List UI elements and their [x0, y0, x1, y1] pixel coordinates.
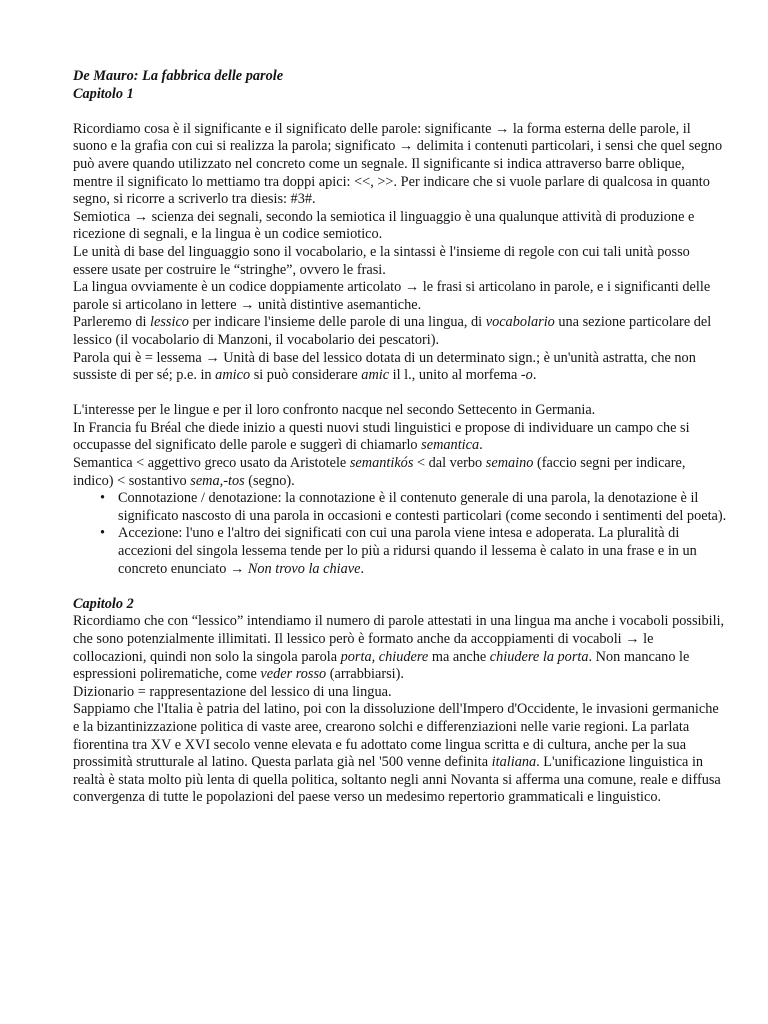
- paragraph-dizionario: Dizionario = rappresentazione del lessico di una lingua.: [73, 683, 392, 700]
- paragraph-lessico: Parleremo di lessico per indicare l'insieme delle parole di una lingua, di vocabolario una sezione particolare del lessico (il vocabolario di Manzoni, il vocabolario dei pescatori).: [73, 314, 712, 348]
- chapter-1-heading: Capitolo 1: [73, 85, 134, 102]
- paragraph-semiotica: Semiotica → scienza dei segnali, secondo la semiotica il linguaggio è una qualunque attività di produzione e ricezione di segnali, e la lingua è un codice semiotico.: [73, 208, 695, 243]
- bullet-list: [73, 490, 728, 578]
- paragraph-interesse: L'interesse per le lingue e per il loro confronto nacque nel secondo Settecento in Germania.: [73, 402, 596, 419]
- chapter-2-heading: Capitolo 2: [73, 595, 134, 612]
- spacer: [73, 578, 728, 596]
- paragraph-semantica: Semantica < aggettivo greco usato da Aristotele semantikós < dal verbo semaino (faccio segni per indicare, indico) < sostantivo sema,-tos (segno).: [73, 455, 686, 489]
- paragraph-doppia-articolazione: La lingua ovviamente è un codice doppiamente articolato → le frasi si articolano in parole, e i significanti delle parole si articolano in lettere → unità distintive asemantiche.: [73, 279, 711, 313]
- paragraph-italia-latino: Sappiamo che l'Italia è patria del latino, poi con la dissoluzione dell'Impero d'Occidente, le invasioni germaniche e la bizantinizzazione politica di vaste aree, crearono solchi e differenziazioni nelle varie regioni. La parlata fiorentina tra XV e XVI secolo venne elevata e fu adottato come lingua scritta e di cultura, anche per la sua prossimità strutturale al latino. Questa parlata già nel '500 venne definita italiana. L'unificazione linguistica in realtà è stata molto più lenta di quella politica, soltanto negli anni Novanta si afferma una comune, reale e diffusa convergenza di tutte le popolazioni del paese verso un medesimo repertorio grammaticali e linguistico.: [73, 701, 721, 806]
- list-item-connotazione: • Connotazione / denotazione: la connotazione è il contenuto generale di una parola, la denotazione è il significato nascosto di una parola in occasioni e contesti particolari (come secondo i sentimenti del poeta).: [73, 490, 728, 525]
- paragraph-collocazioni: Ricordiamo che con “lessico” intendiamo il numero di parole attestati in una lingua ma anche i vocaboli possibili, che sono potenzialmente illimitati. Il lessico però è formato anche da accoppiamenti di vocaboli → le collocazioni, quindi non solo la singola parola porta, chiudere ma anche chiudere la porta. Non mancano le espressioni polirematiche, come veder rosso (arrabbiarsi).: [73, 613, 725, 683]
- paragraph-lessema: Parola qui è = lessema → Unità di base del lessico dotata di un determinato sign.; è un'unità astratta, che non sussiste di per sé; p.e. in amico si può considerare amic il l., unito al morfema -o.: [73, 349, 696, 384]
- paragraph-significante: Ricordiamo cosa è il significante e il significato delle parole: significante → la forma esterna delle parole, il suono e la grafia con cui si realizza la parola; significato → delimita i contenuti particolari, i sensi che quel segno può avere quando utilizzato nel concreto come un segnale. Il significante si indica attraverso barre oblique, mentre il significato lo mettiamo tra doppi apici: <<, >>. Per indicare che si vuole parlare di qualcosa in quanto segno, si ricorre a scriverlo tra diesis: #3#.: [73, 120, 723, 208]
- paragraph-unita-base: Le unità di base del linguaggio sono il vocabolario, e la sintassi è l'insieme di regole con cui tali unità posso essere usate per costruire le “stringhe”, ovvero le frasi.: [73, 243, 690, 278]
- paragraph-breal: In Francia fu Bréal che diede inizio a questi nuovi studi linguistici e propose di individuare un campo che si occupasse del significato delle parole e suggerì di chiamarlo semantica.: [73, 419, 690, 454]
- spacer: [73, 385, 728, 403]
- document-title: De Mauro: La fabbrica delle parole: [73, 68, 284, 84]
- list-item-accezione: • Accezione: l'uno e l'altro dei significati con cui una parola viene intesa e adoperata. La pluralità di accezioni del singola lessema tende per lo più a ridursi quando il lessema è calato in una frase e in un concreto enunciato → Non trovo la chiave.: [73, 525, 728, 578]
- spacer: [73, 103, 728, 121]
